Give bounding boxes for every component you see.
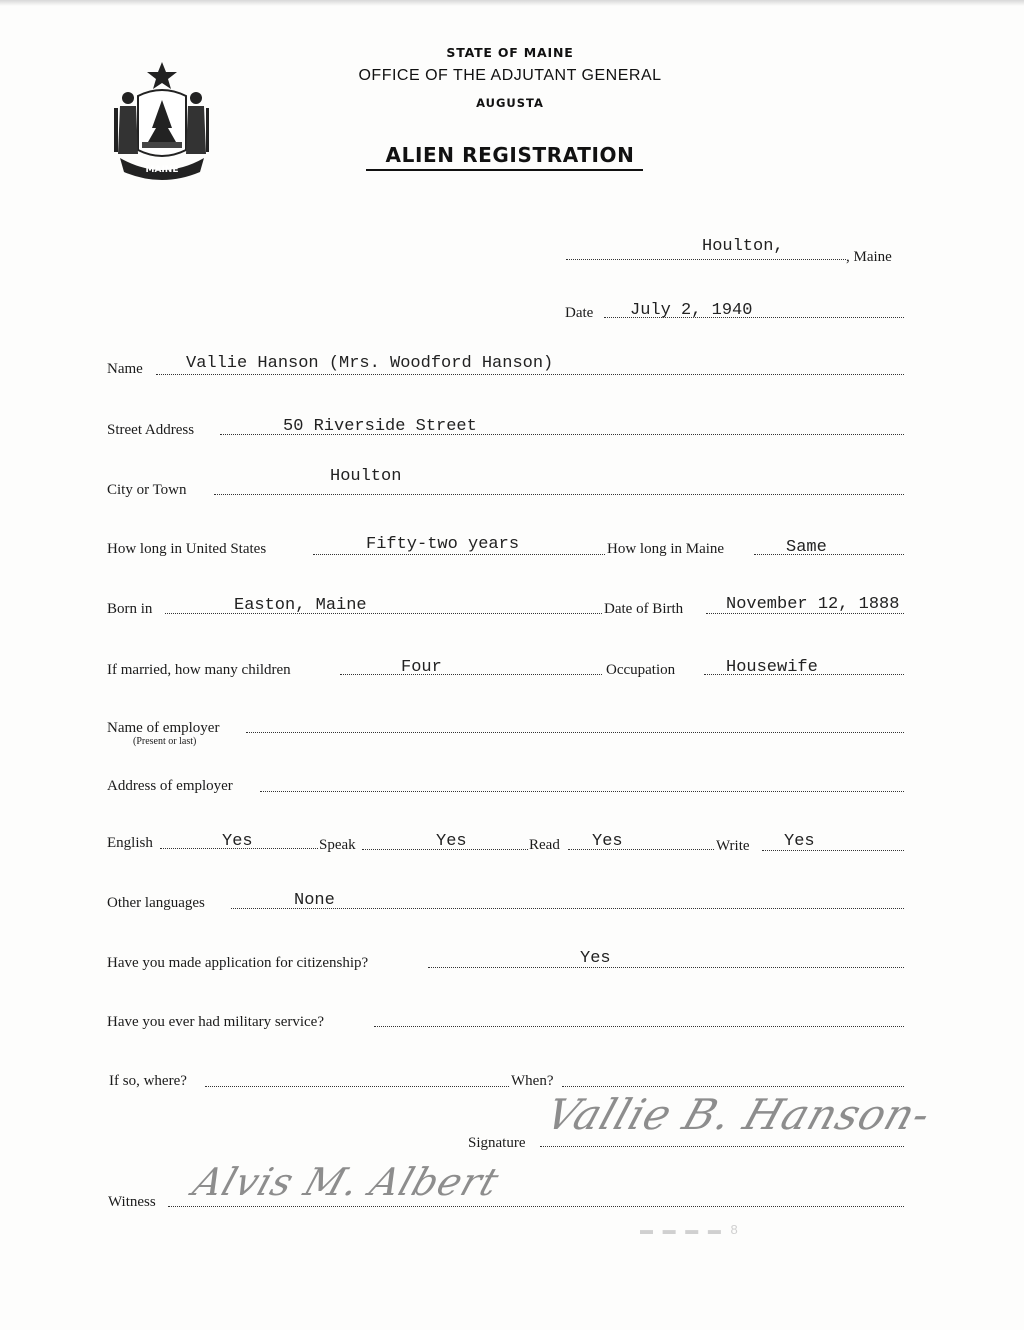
place-suffix: , Maine xyxy=(846,249,892,265)
children-value[interactable]: Four xyxy=(401,658,442,677)
how-long-us-label: How long in United States xyxy=(107,541,267,557)
how-long-maine-value[interactable]: Same xyxy=(786,538,827,557)
how-long-maine-label: How long in Maine xyxy=(607,541,725,557)
occupation-label: Occupation xyxy=(606,662,676,678)
born-in-label: Born in xyxy=(107,601,153,617)
date-of-birth-label: Date of Birth xyxy=(604,601,684,617)
seal-text: MAINE xyxy=(145,165,179,175)
maine-state-seal-icon xyxy=(108,58,216,182)
citizenship-label: Have you made application for citizenship? xyxy=(107,955,369,971)
place-value[interactable]: Houlton, xyxy=(702,237,784,256)
read-value[interactable]: Yes xyxy=(592,832,623,851)
header-state: STATE OF MAINE xyxy=(446,45,574,60)
form-title: ALIEN REGISTRATION xyxy=(385,143,635,167)
signature-value[interactable]: Vallie B. Hanson- xyxy=(540,1090,938,1139)
name-value[interactable]: Vallie Hanson (Mrs. Woodford Hanson) xyxy=(186,354,554,373)
other-languages-value[interactable]: None xyxy=(294,891,335,910)
faint-stamp: ▬ ▬ ▬ ▬ 8 xyxy=(640,1222,738,1237)
name-label: Name xyxy=(107,361,143,377)
date-of-birth-value[interactable]: November 12, 1888 xyxy=(726,595,900,614)
witness-label: Witness xyxy=(108,1194,156,1210)
city-value[interactable]: Houlton xyxy=(330,467,402,486)
date-value[interactable]: July 2, 1940 xyxy=(630,301,753,320)
city-label: City or Town xyxy=(107,482,187,498)
street-address-value[interactable]: 50 Riverside Street xyxy=(283,417,477,436)
english-label: English xyxy=(107,835,153,851)
stamp-number: 8 xyxy=(730,1222,738,1237)
occupation-value[interactable]: Housewife xyxy=(726,658,818,677)
citizenship-value[interactable]: Yes xyxy=(580,949,611,968)
how-long-us-value[interactable]: Fifty-two years xyxy=(366,535,520,554)
military-label: Have you ever had military service? xyxy=(107,1014,324,1030)
children-label: If married, how many children xyxy=(107,662,291,678)
other-languages-label: Other languages xyxy=(107,895,205,911)
street-address-label: Street Address xyxy=(107,422,195,438)
title-underline xyxy=(366,169,643,171)
employer-name-label: Name of employer xyxy=(107,720,220,736)
witness-value[interactable]: Alvis M. Albert xyxy=(187,1160,505,1204)
date-label: Date xyxy=(565,305,594,321)
employer-name-sublabel: (Present or last) xyxy=(133,736,197,747)
where-label: If so, where? xyxy=(109,1073,187,1089)
signature-label: Signature xyxy=(468,1135,526,1151)
employer-address-label: Address of employer xyxy=(107,778,233,794)
english-value[interactable]: Yes xyxy=(222,832,253,851)
write-value[interactable]: Yes xyxy=(784,832,815,851)
born-in-value[interactable]: Easton, Maine xyxy=(234,596,367,615)
write-label: Write xyxy=(716,838,750,854)
read-label: Read xyxy=(529,837,560,853)
header-office: OFFICE OF THE ADJUTANT GENERAL xyxy=(358,67,662,84)
header-city: AUGUSTA xyxy=(476,96,544,110)
when-label: When? xyxy=(511,1073,554,1089)
speak-label: Speak xyxy=(319,837,356,853)
speak-value[interactable]: Yes xyxy=(436,832,467,851)
